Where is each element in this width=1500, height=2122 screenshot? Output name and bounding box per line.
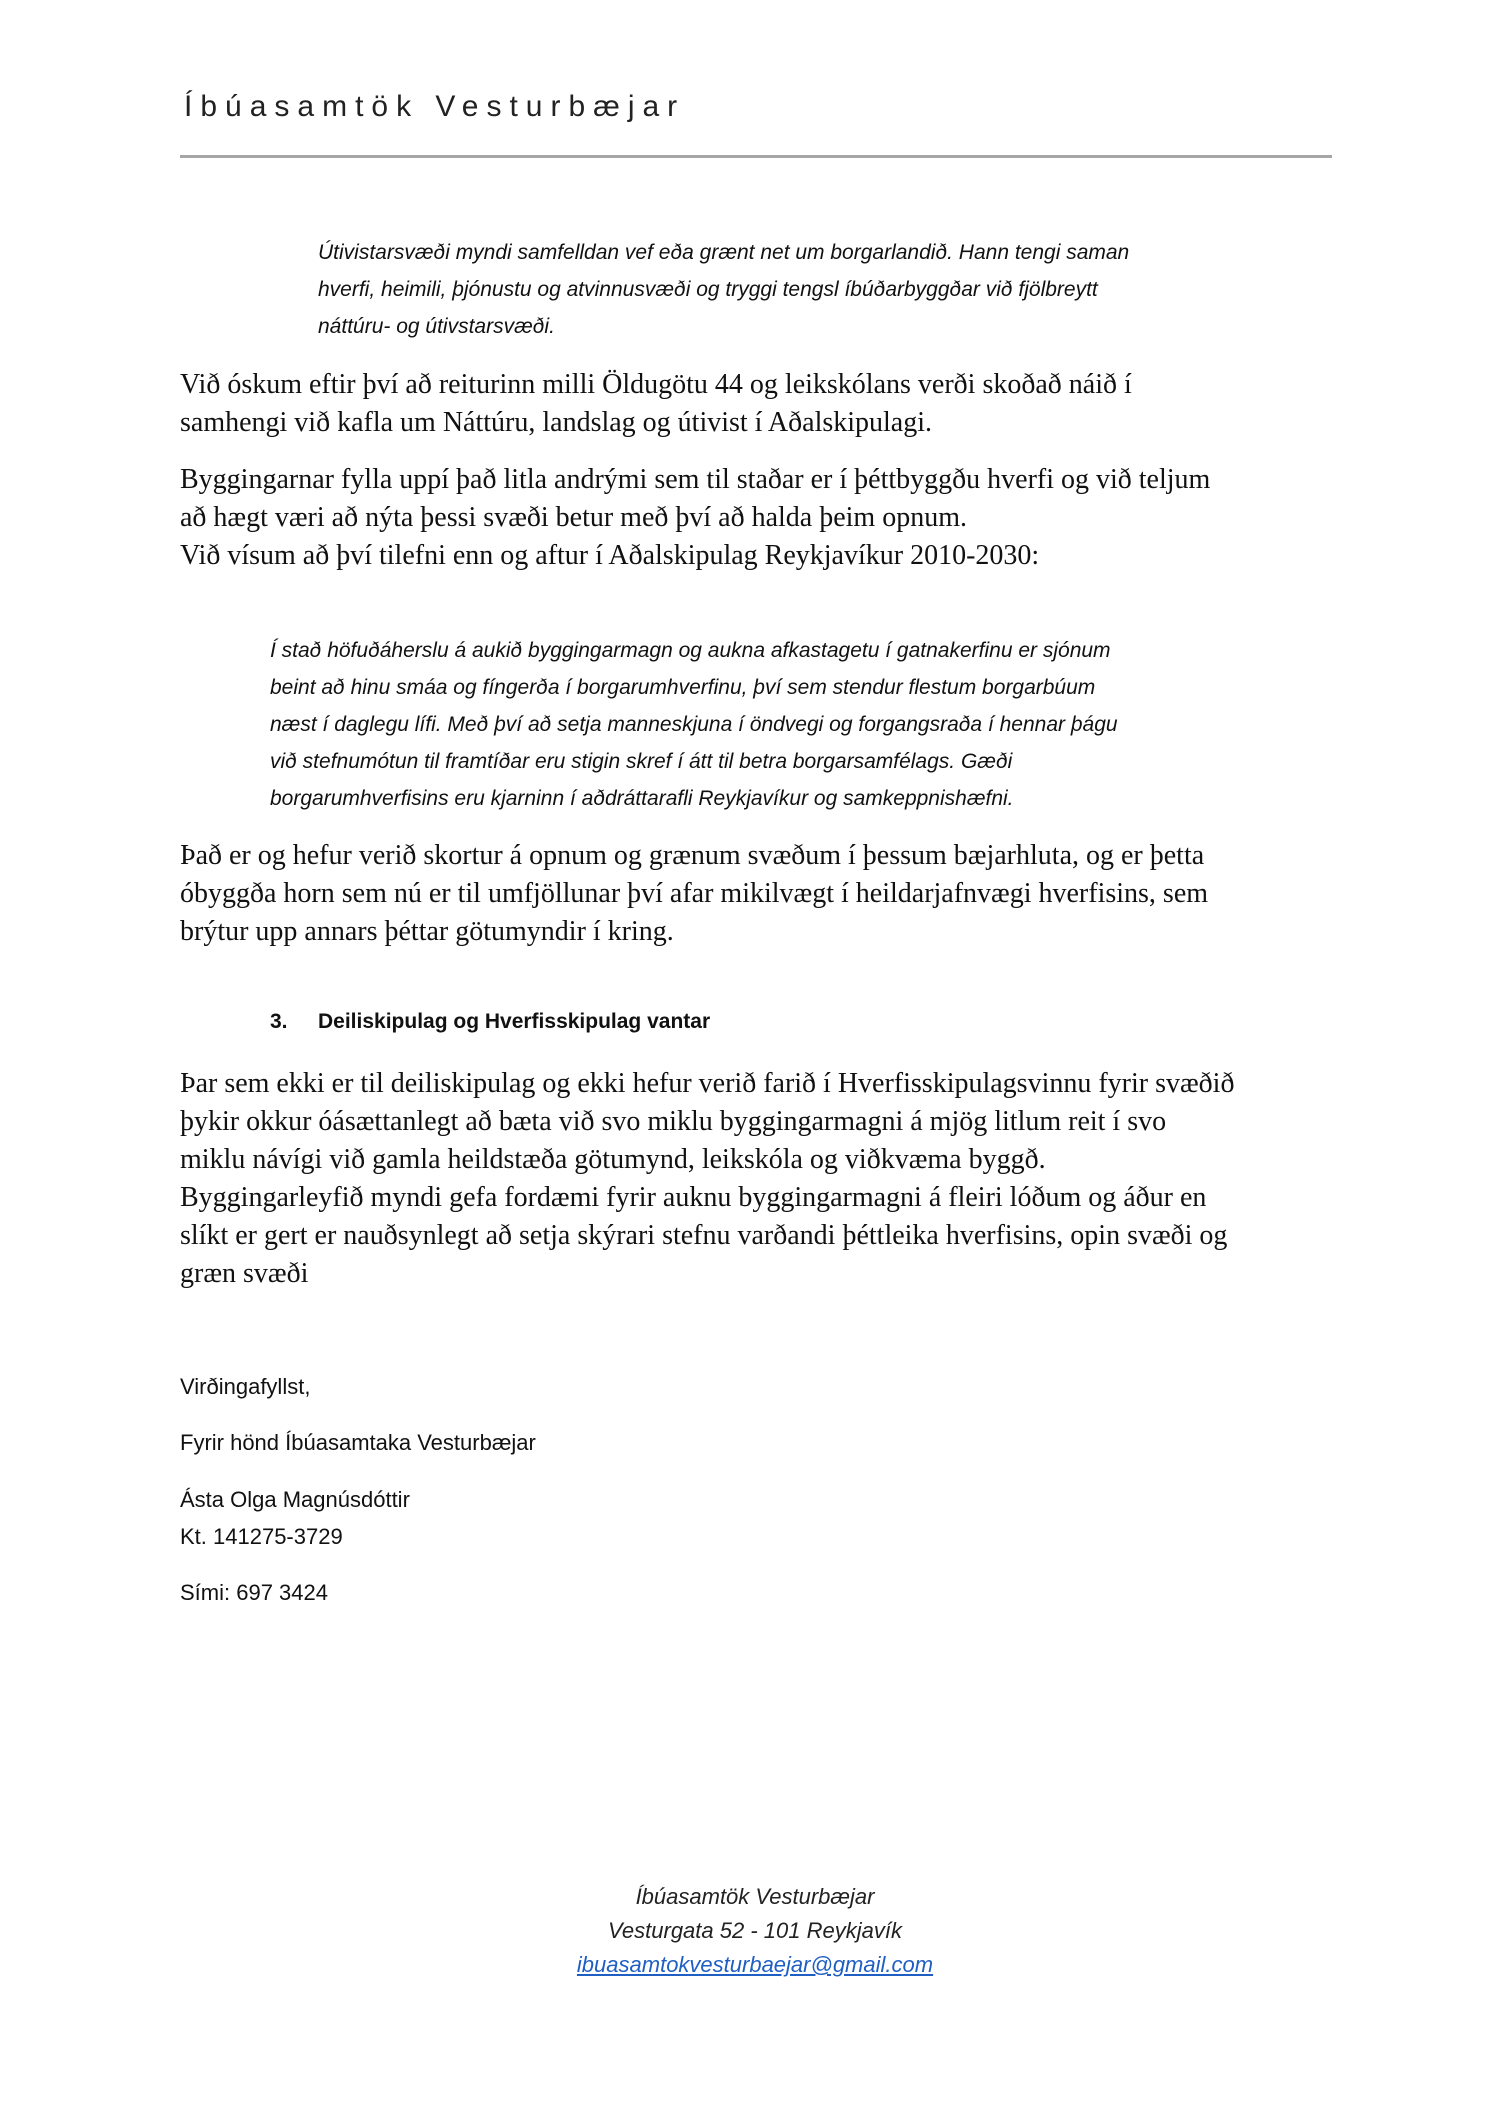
text-line: Það er og hefur verið skortur á opnum og grænum svæðum í þessum bæjarhluta, og er þetta [180,840,1205,871]
footer-organization: Íbúasamtök Vesturbæjar [635,1884,875,1909]
quote-outdoor-areas [318,234,1129,345]
signature-name: Ásta Olga Magnúsdóttir [180,1487,410,1512]
signature-phone: Sími: 697 3424 [180,1580,328,1605]
letterhead-title: Íbúasamtök Vesturbæjar [184,90,686,123]
section-heading: Deiliskipulag og Hverfisskipulag vantar [318,1010,711,1033]
text-line: Þar sem ekki er til deiliskipulag og ekki hefur verið farið í Hverfisskipulagsvinnu fyrir svæðið [180,1068,1235,1099]
page-footer [0,1880,1500,1982]
text-line: brýtur upp annars þéttar götumyndir í kring. [180,916,674,947]
quote-line: hverfi, heimili, þjónustu og atvinnusvæði og tryggi tengsl íbúðarbyggðar við fjölbreytt [318,278,1098,301]
signature-on-behalf: Fyrir hönd Íbúasamtaka Vesturbæjar [180,1430,536,1455]
paragraph-green-spaces [180,837,1208,951]
quote-line: beint að hinu smáa og fíngerða í borgarumhverfinu, því sem stendur flestum borgarbúum [270,676,1096,699]
signature-id-number: Kt. 141275-3729 [180,1524,343,1549]
paragraph-planning [180,1065,1234,1293]
quote-master-plan [270,632,1118,817]
text-line: Við óskum eftir því að reiturinn milli Öldugötu 44 og leikskólans verði skoðað náið í [180,369,1132,400]
text-line: Byggingarnar fylla uppí það litla andrými sem til staðar er í þéttbyggðu hverfi og við teljum [180,464,1211,495]
section-number: 3. [270,1010,288,1033]
text-line: miklu návígi við gamla heildstæða götumynd, leikskóla og viðkvæma byggð. [180,1144,1046,1175]
text-line: Byggingarleyfið myndi gefa fordæmi fyrir auknu byggingarmagni á fleiri lóðum og áður en [180,1182,1207,1213]
signature-closing: Virðingafyllst, [180,1374,311,1399]
text-line: að hægt væri að nýta þessi svæði betur með því að halda þeim opnum. [180,502,967,533]
text-line: þykir okkur óásættanlegt að bæta við svo miklu byggingarmagni á mjög litlum reit í svo [180,1106,1167,1137]
paragraph-buildings [180,461,1210,575]
quote-line: borgarumhverfisins eru kjarninn í aðdráttarafli Reykjavíkur og samkeppnishæfni. [270,787,1014,810]
quote-line: við stefnumótun til framtíðar eru stigin skref í átt til betra borgarsamfélags. Gæði [270,750,1013,773]
footer-address: Vesturgata 52 - 101 Reykjavík [608,1918,902,1943]
paragraph-request [180,366,1132,442]
quote-line: Útivistarsvæði myndi samfelldan vef eða grænt net um borgarlandið. Hann tengi saman [318,241,1130,264]
text-line: samhengi við kafla um Náttúru, landslag og útivist í Aðalskipulagi. [180,407,933,438]
quote-line: Í stað höfuðáherslu á aukið byggingarmagn og aukna afkastagetu í gatnakerfinu er sjónum [270,639,1111,662]
footer-email-link[interactable]: ibuasamtokvesturbaejar@gmail.com [576,1952,934,1977]
quote-line: næst í daglegu lífi. Með því að setja manneskjuna í öndvegi og forgangsraða í hennar þágu [270,713,1118,736]
text-line: slíkt er gert er nauðsynlegt að setja skýrari stefnu varðandi þéttleika hverfisins, opin svæði og [180,1220,1228,1251]
text-line: óbyggða horn sem nú er til umfjöllunar því afar mikilvægt í heildarjafnvægi hverfisins, sem [180,878,1209,909]
header-divider [180,155,1332,158]
quote-line: náttúru- og útivstarsvæði. [318,315,555,338]
text-line: Við vísum að því tilefni enn og aftur í Aðalskipulag Reykjavíkur 2010-2030: [180,540,1040,571]
text-line: græn svæði [180,1258,309,1289]
